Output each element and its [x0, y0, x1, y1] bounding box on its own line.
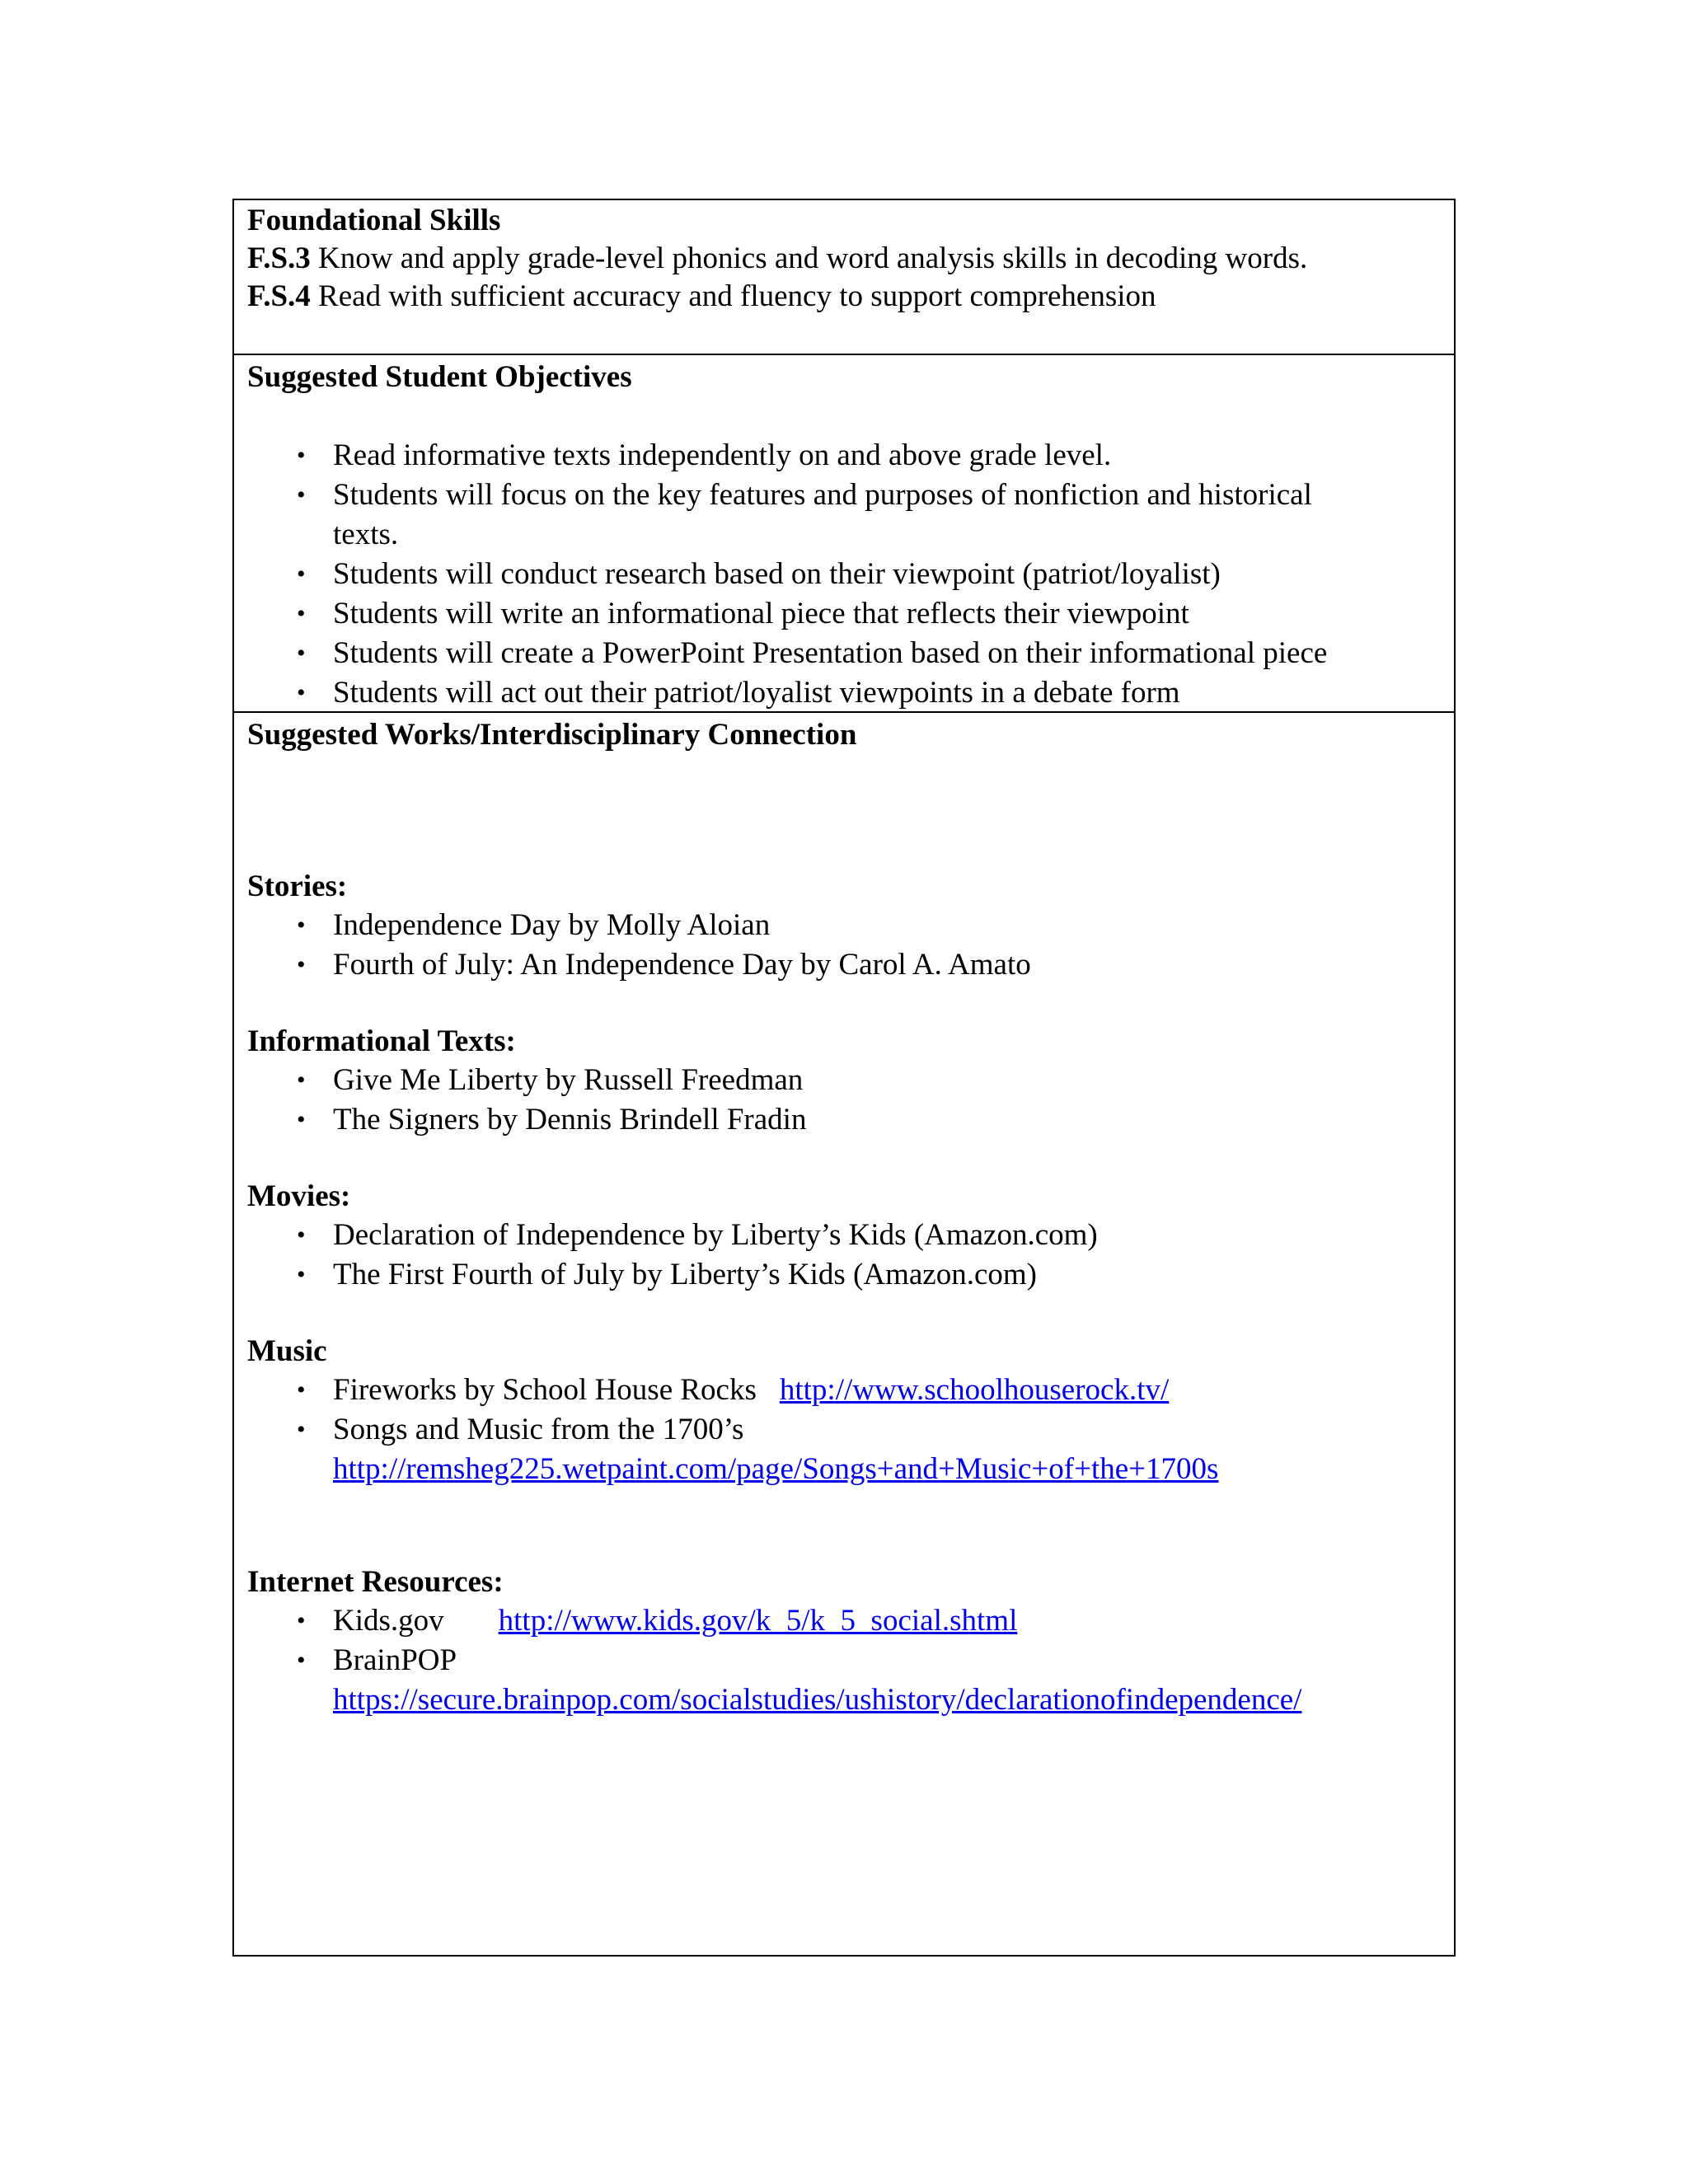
- objective-text: Students will focus on the key features and purposes of nonfiction and historical: [333, 478, 1312, 512]
- stories-heading: Stories:: [247, 869, 348, 903]
- brainpop-link[interactable]: https://secure.brainpop.com/socialstudies/ushistory/declarationofindependence/: [333, 1683, 1302, 1717]
- bullet-icon: •: [297, 1106, 306, 1133]
- list-item: [247, 634, 1441, 673]
- works-cell: [234, 711, 1454, 1955]
- bullet-icon: •: [297, 1066, 306, 1094]
- standard-code: F.S.4: [247, 279, 311, 313]
- objectives-cell: [234, 354, 1454, 711]
- standard-code: F.S.3: [247, 241, 311, 275]
- music-title: Fireworks by School House Rocks: [333, 1373, 757, 1407]
- bullet-icon: •: [297, 951, 306, 978]
- list-item: [247, 906, 1441, 945]
- story-title: Fourth of July: An Independence Day by Carol A. Amato: [333, 948, 1031, 982]
- list-item: [247, 594, 1441, 634]
- internet-resources-list: [247, 1601, 1441, 1720]
- list-item: [247, 1255, 1441, 1295]
- objectives-heading: Suggested Student Objectives: [247, 360, 632, 394]
- bullet-icon: •: [297, 1416, 306, 1443]
- objectives-list: [247, 436, 1441, 711]
- movies-heading: Movies:: [247, 1179, 351, 1213]
- informational-title: The Signers by Dennis Brindell Fradin: [333, 1103, 807, 1137]
- informational-texts-list: [247, 1061, 1441, 1140]
- informational-texts-heading: Informational Texts:: [247, 1024, 516, 1058]
- list-item: [247, 1371, 1441, 1410]
- music-heading: Music: [247, 1334, 327, 1368]
- bullet-icon: •: [297, 1221, 306, 1249]
- informational-title: Give Me Liberty by Russell Freedman: [333, 1063, 804, 1097]
- bullet-icon: •: [297, 1376, 306, 1404]
- objective-text: Students will create a PowerPoint Presentation based on their informational piece: [333, 636, 1328, 670]
- bullet-icon: •: [297, 481, 306, 509]
- resource-title: BrainPOP: [333, 1643, 457, 1677]
- stories-list: [247, 906, 1441, 985]
- standard-fs4: [247, 278, 1441, 316]
- bullet-icon: •: [297, 560, 306, 588]
- bullet-icon: •: [297, 1607, 306, 1634]
- list-item: [247, 945, 1441, 985]
- standard-text: Read with sufficient accuracy and fluency to support comprehension: [310, 279, 1156, 313]
- resource-title: Kids.gov: [333, 1604, 444, 1638]
- list-item: [247, 1641, 1441, 1720]
- list-item: [247, 476, 1441, 555]
- bullet-icon: •: [297, 679, 306, 706]
- bullet-icon: •: [297, 912, 306, 939]
- list-item: [247, 436, 1441, 476]
- list-item: [247, 1100, 1441, 1140]
- objective-text: Students will act out their patriot/loyalist viewpoints in a debate form: [333, 676, 1180, 710]
- standard-fs3: [247, 240, 1441, 278]
- bullet-icon: •: [297, 1261, 306, 1288]
- objective-text: Students will conduct research based on their viewpoint (patriot/loyalist): [333, 557, 1221, 591]
- list-item: [247, 673, 1441, 711]
- movies-list: [247, 1216, 1441, 1295]
- bullet-icon: •: [297, 600, 306, 627]
- music-list: [247, 1371, 1441, 1489]
- standard-text: Know and apply grade-level phonics and word analysis skills in decoding words.: [310, 241, 1308, 275]
- list-item: [247, 555, 1441, 594]
- movie-title: Declaration of Independence by Liberty’s Kids (Amazon.com): [333, 1218, 1098, 1252]
- movie-title: The First Fourth of July by Liberty’s Kids (Amazon.com): [333, 1258, 1037, 1291]
- works-heading: Suggested Works/Interdisciplinary Connection: [247, 718, 857, 752]
- bullet-icon: •: [297, 1647, 306, 1674]
- foundational-skills-cell: [234, 200, 1454, 354]
- objective-text: Read informative texts independently on and above grade level.: [333, 438, 1112, 472]
- bullet-icon: •: [297, 442, 306, 469]
- foundational-skills-heading: Foundational Skills: [247, 204, 501, 237]
- internet-resources-heading: Internet Resources:: [247, 1565, 504, 1599]
- schoolhouserock-link[interactable]: http://www.schoolhouserock.tv/: [779, 1373, 1170, 1407]
- list-item: [247, 1601, 1441, 1641]
- bullet-icon: •: [297, 640, 306, 667]
- list-item: [247, 1410, 1441, 1489]
- list-item: [247, 1216, 1441, 1255]
- objective-text: Students will write an informational piece that reflects their viewpoint: [333, 597, 1189, 630]
- songs-1700s-link[interactable]: http://remsheg225.wetpaint.com/page/Songs+and+Music+of+the+1700s: [333, 1452, 1219, 1486]
- kids-gov-link[interactable]: http://www.kids.gov/k_5/k_5_social.shtml: [498, 1604, 1018, 1638]
- objective-text-continued: texts.: [333, 518, 399, 551]
- story-title: Independence Day by Molly Aloian: [333, 908, 771, 942]
- curriculum-table: [232, 199, 1456, 1957]
- music-title: Songs and Music from the 1700’s: [333, 1413, 744, 1446]
- list-item: [247, 1061, 1441, 1100]
